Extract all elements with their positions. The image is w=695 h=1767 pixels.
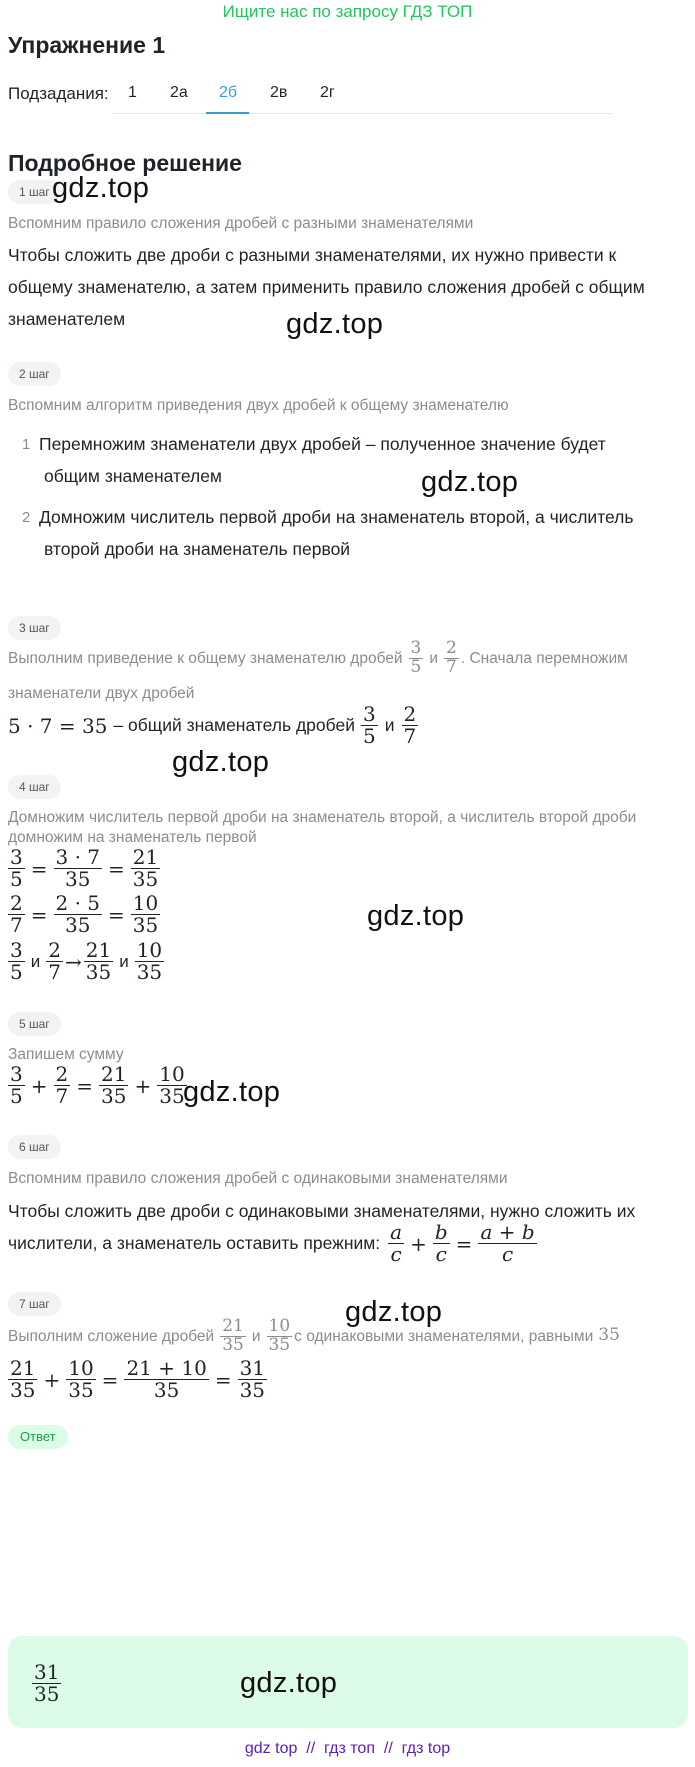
fraction-21-35 — [8, 1358, 37, 1401]
denominator: c — [388, 1243, 404, 1265]
fraction-3-5 — [409, 640, 424, 677]
and-word: и — [251, 1327, 261, 1345]
step-badge-3: 3 шаг — [8, 616, 61, 640]
numerator: 10 — [136, 938, 163, 962]
fraction-a-c — [388, 1222, 404, 1265]
denominator-value: 35 — [598, 1325, 620, 1346]
step-hint-3-line-2: знаменатели двух дробей — [8, 685, 195, 702]
numerator: 21 — [101, 1062, 127, 1086]
denominator: 35 — [54, 914, 103, 936]
denominator: 35 — [68, 1378, 94, 1402]
answer-box — [8, 1636, 688, 1728]
denominator: 7 — [403, 724, 417, 748]
active-tab-underline — [206, 112, 249, 114]
list-item-1-line-1: Перемножим знаменатели двух дробей – полученное значение будет — [39, 434, 606, 454]
denominator: 5 — [10, 1084, 23, 1108]
arrow-icon: → — [64, 949, 82, 974]
subtasks-label: Подзадания: — [8, 84, 109, 103]
step-badge-2: 2 шаг — [8, 362, 61, 386]
numerator: 10 — [132, 891, 159, 915]
step-text-1-line-3: знаменателем — [8, 309, 126, 329]
search-banner: Ищите нас по запросу ГДЗ ТОП — [222, 2, 473, 21]
answer-fraction — [30, 1662, 63, 1705]
final-sum-equation — [6, 1358, 269, 1401]
fraction-2-7 — [402, 704, 419, 747]
denominator: 35 — [239, 1378, 266, 1402]
step-badge-6: 6 шаг — [8, 1135, 61, 1159]
denominator: 7 — [48, 960, 61, 984]
fraction-10-35 — [131, 893, 160, 936]
denominator: 35 — [132, 867, 159, 891]
tab-subtask-2v[interactable]: 2в — [270, 84, 288, 101]
denominator: 35 — [222, 1334, 244, 1355]
denominator: 35 — [54, 868, 103, 890]
and-word: и — [119, 951, 129, 971]
step-badge-7: 7 шаг — [8, 1292, 61, 1316]
denominator: 35 — [34, 1682, 60, 1706]
numerator: 21 — [10, 1356, 36, 1380]
watermark: gdz.top — [52, 172, 150, 204]
numerator: 2 — [403, 702, 417, 726]
product-equation: 5 · 7 = 35 — [8, 713, 108, 738]
common-denominator-line — [8, 704, 420, 747]
denominator: 5 — [10, 867, 23, 891]
fraction-3x7-35 — [54, 847, 103, 890]
numerator: 21 + 10 — [126, 1356, 207, 1380]
denominator: 35 — [268, 1334, 291, 1355]
fraction-10-35 — [66, 1358, 95, 1401]
numerator: a — [390, 1220, 403, 1244]
numerator: 2 — [446, 638, 457, 658]
denominator: 5 — [410, 656, 422, 677]
numerator: 3 — [10, 845, 23, 869]
denominator: 7 — [446, 656, 457, 677]
numerator: 2 — [48, 938, 61, 962]
fraction-2-7 — [8, 893, 25, 936]
step-hint-7-text-b: с одинаковыми знаменателями, равными — [294, 1327, 594, 1345]
step-hint-2: Вспомним алгоритм приведения двух дробей к общему знаменателю — [8, 397, 509, 414]
plus-sign: + — [410, 1231, 427, 1256]
fraction-21-plus-10-35 — [124, 1358, 208, 1401]
equation-3-5 — [6, 847, 162, 890]
list-item-number-2: 2 — [22, 509, 31, 526]
equals-sign: = — [101, 1367, 119, 1392]
step-text-1-line-2: общему знаменателю, а затем применить правило сложения дробей с общим — [8, 277, 645, 297]
fraction-10-35 — [267, 1318, 293, 1355]
fraction-2x5-35 — [54, 893, 103, 936]
watermark: gdz.top — [240, 1667, 338, 1699]
numerator: 2 — [10, 891, 23, 915]
denominator: 35 — [124, 1379, 208, 1401]
fraction-21-35 — [99, 1064, 128, 1107]
list-item-2-line-1: Домножим числитель первой дроби на знаменатель второй, а числитель — [39, 507, 634, 527]
tab-subtask-1[interactable]: 1 — [128, 84, 137, 101]
watermark: gdz.top — [421, 466, 519, 498]
numerator: 3 · 7 — [55, 845, 101, 869]
solution-heading: Подробное решение — [8, 150, 242, 176]
denominator: 35 — [101, 1084, 127, 1108]
fraction-31-35 — [32, 1662, 61, 1705]
answer-badge: Ответ — [8, 1425, 68, 1449]
plus-sign: + — [30, 1073, 48, 1098]
equals-sign: = — [108, 902, 125, 927]
common-denominator-text: – общий знаменатель дробей — [113, 715, 355, 735]
step-hint-5: Запишем сумму — [8, 1046, 124, 1063]
fraction-3-5 — [8, 1064, 25, 1107]
tab-subtask-2a[interactable]: 2а — [170, 84, 188, 101]
denominator: c — [433, 1243, 450, 1265]
step-hint-7-text: Выполним сложение дробей — [8, 1327, 215, 1345]
step-badge-5: 5 шаг — [8, 1012, 61, 1036]
step-text-6-line-1: Чтобы сложить две дроби с одинаковыми знаменателями, нужно сложить их — [8, 1201, 636, 1221]
numerator: 21 — [222, 1316, 244, 1336]
step-hint-6: Вспомним правило сложения дробей с одинаковыми знаменателями — [8, 1170, 508, 1187]
step-text-6-line-2 — [8, 1222, 539, 1265]
denominator: 35 — [85, 960, 112, 984]
step-badge-1: 1 шаг — [8, 180, 61, 204]
step-hint-1: Вспомним правило сложения дробей с разными знаменателями — [8, 215, 474, 232]
equals-sign: = — [214, 1367, 232, 1392]
fraction-31-35 — [238, 1358, 267, 1401]
conversion-result — [6, 940, 166, 983]
denominator: 5 — [362, 724, 376, 748]
equals-sign: = — [76, 1073, 93, 1098]
numerator: 10 — [268, 1316, 291, 1336]
numerator: 3 — [410, 638, 422, 658]
tab-subtask-2b[interactable]: 2б — [219, 84, 238, 101]
numerator: 2 — [55, 1062, 69, 1086]
step-hint-3-text-b: . Сначала перемножим — [460, 649, 628, 667]
numerator: 10 — [68, 1356, 94, 1380]
denominator: 35 — [132, 913, 159, 937]
list-item-1-line-2: общим знаменателем — [44, 466, 222, 486]
numerator: 31 — [239, 1356, 266, 1380]
fraction-10-35 — [135, 940, 164, 983]
denominator: 35 — [10, 1378, 36, 1402]
fraction-b-c — [433, 1222, 450, 1265]
numerator: 3 — [362, 702, 376, 726]
fraction-2-7 — [54, 1064, 71, 1107]
denominator: c — [478, 1243, 536, 1265]
and-word: и — [384, 715, 395, 735]
fraction-2-7 — [46, 940, 63, 983]
tabs-divider — [112, 113, 612, 114]
and-word: и — [429, 649, 439, 667]
numerator: 21 — [85, 938, 112, 962]
fraction-3-5 — [361, 704, 378, 747]
fraction-21-35 — [131, 847, 160, 890]
fraction-3-5 — [8, 940, 25, 983]
step-text-6-line-2-text: числители, а знаменатель оставить прежним: — [8, 1233, 381, 1253]
denominator: 35 — [136, 960, 163, 984]
step-hint-7 — [8, 1318, 620, 1355]
fraction-2-7 — [444, 640, 459, 677]
tab-subtask-2g[interactable]: 2г — [320, 84, 335, 101]
numerator: a + b — [480, 1220, 535, 1244]
fraction-3-5 — [8, 847, 25, 890]
equals-sign: = — [455, 1231, 473, 1256]
step-badge-4: 4 шаг — [8, 775, 61, 799]
step-text-1-line-1: Чтобы сложить две дроби с разными знаменателями, их нужно привести к — [8, 245, 617, 265]
fraction-21-35 — [220, 1318, 246, 1355]
denominator: 35 — [159, 1084, 185, 1108]
watermark: gdz.top — [345, 1296, 443, 1328]
equation-2-7 — [6, 893, 162, 936]
denominator: 7 — [10, 913, 23, 937]
and-word: и — [30, 951, 41, 971]
step-hint-4-line-2: домножим на знаменатель первой — [8, 829, 257, 846]
numerator: 21 — [132, 845, 159, 869]
footer-links[interactable]: gdz top // гдз топ // гдз top — [244, 1740, 451, 1757]
numerator: 31 — [34, 1660, 60, 1684]
numerator: b — [434, 1220, 448, 1244]
page-title: Упражнение 1 — [8, 32, 166, 58]
fraction-a-plus-b-c — [478, 1222, 536, 1265]
plus-sign: + — [43, 1367, 61, 1392]
equals-sign: = — [30, 902, 48, 927]
plus-sign: + — [134, 1073, 152, 1098]
watermark: gdz.top — [286, 308, 384, 340]
equals-sign: = — [108, 856, 125, 881]
watermark: gdz.top — [183, 1076, 281, 1108]
list-item-number-1: 1 — [22, 436, 31, 453]
watermark: gdz.top — [367, 900, 465, 932]
numerator: 2 · 5 — [55, 891, 101, 915]
step-hint-3 — [8, 640, 628, 677]
step-hint-3-text: Выполним приведение к общему знаменателю дробей — [8, 649, 403, 667]
numerator: 10 — [159, 1062, 185, 1086]
step-hint-4-line-1: Домножим числитель первой дроби на знаменатель второй, а числитель второй дроби — [8, 809, 637, 826]
equals-sign: = — [30, 856, 48, 881]
watermark: gdz.top — [172, 746, 270, 778]
numerator: 3 — [10, 938, 23, 962]
denominator: 5 — [10, 960, 23, 984]
denominator: 7 — [55, 1084, 69, 1108]
sum-expression — [6, 1064, 189, 1107]
numerator: 3 — [10, 1062, 23, 1086]
list-item-2-line-2: второй дроби на знаменатель первой — [44, 539, 351, 559]
fraction-21-35 — [84, 940, 113, 983]
